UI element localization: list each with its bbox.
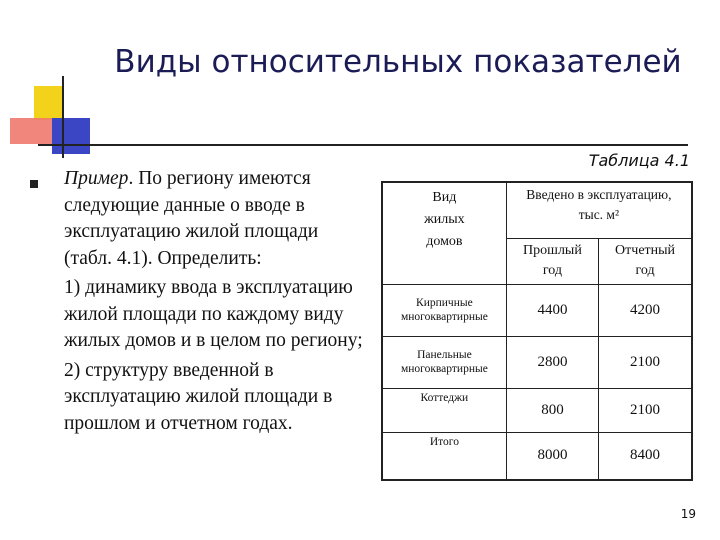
row-previous-value: 800 [506,388,598,432]
page-number: 19 [680,507,696,521]
data-table [381,181,693,481]
row-name [382,432,506,480]
decor-yellow-square [34,86,64,120]
decor-red-square [10,118,54,144]
intro-text: . По региону имеются следующие данные о вводе в эксплуатацию жилой площади (табл. 4.1). Определить: [64,168,319,269]
header-prev-line: Прошлый [523,243,582,258]
row-name-line: Коттеджи [420,391,469,404]
row-current-value: 8400 [599,432,692,480]
header-previous-year [506,238,598,284]
decor-blue-square [52,118,90,154]
header-prev-line: год [542,263,562,278]
task-item-2: 2) структуру введенной в эксплуатацию жилой площади в прошлом и отчетном годах. [64,359,333,434]
table-row [382,336,692,388]
header-current-year [599,238,692,284]
row-name-line: многоквартирные [400,363,488,375]
title-divider-line [38,144,688,146]
row-previous-value: 2800 [506,336,598,388]
header-kind-line: жилых [424,212,465,227]
table-row [382,284,692,336]
row-current-value: 4200 [599,284,692,336]
row-current-value: 2100 [599,336,692,388]
row-name [382,388,506,432]
intro-paragraph [64,166,368,272]
row-name-line: многоквартирные [400,311,488,323]
row-name-line: Итого [429,435,459,448]
row-name [382,336,506,388]
row-name-line: Кирпичные [416,297,473,309]
header-kind-line: домов [426,234,463,249]
example-word: Пример [64,168,129,189]
table-row [382,388,692,432]
row-name [382,284,506,336]
row-previous-value: 4400 [506,284,598,336]
header-group-line: тыс. м² [578,207,620,222]
task-item-1: 1) динамику ввода в эксплуатацию жилой площади по каждому виду жилых домов и в целом по региону; [64,277,363,351]
row-name-line: Панельные [417,349,472,361]
header-group-line: Введено в эксплуатацию, [526,187,672,202]
body-text [64,166,368,437]
header-curr-line: Отчетный [615,243,676,258]
row-current-value: 2100 [599,388,692,432]
header-kind [382,182,506,284]
header-group [506,182,692,238]
slide-title: Виды относительных показателей [114,44,682,80]
row-previous-value: 8000 [506,432,598,480]
table-row [382,432,692,480]
table-caption: Таблица 4.1 [588,151,690,170]
header-kind-line: Вид [432,190,457,205]
header-curr-line: год [635,263,655,278]
bullet-marker [30,180,38,188]
